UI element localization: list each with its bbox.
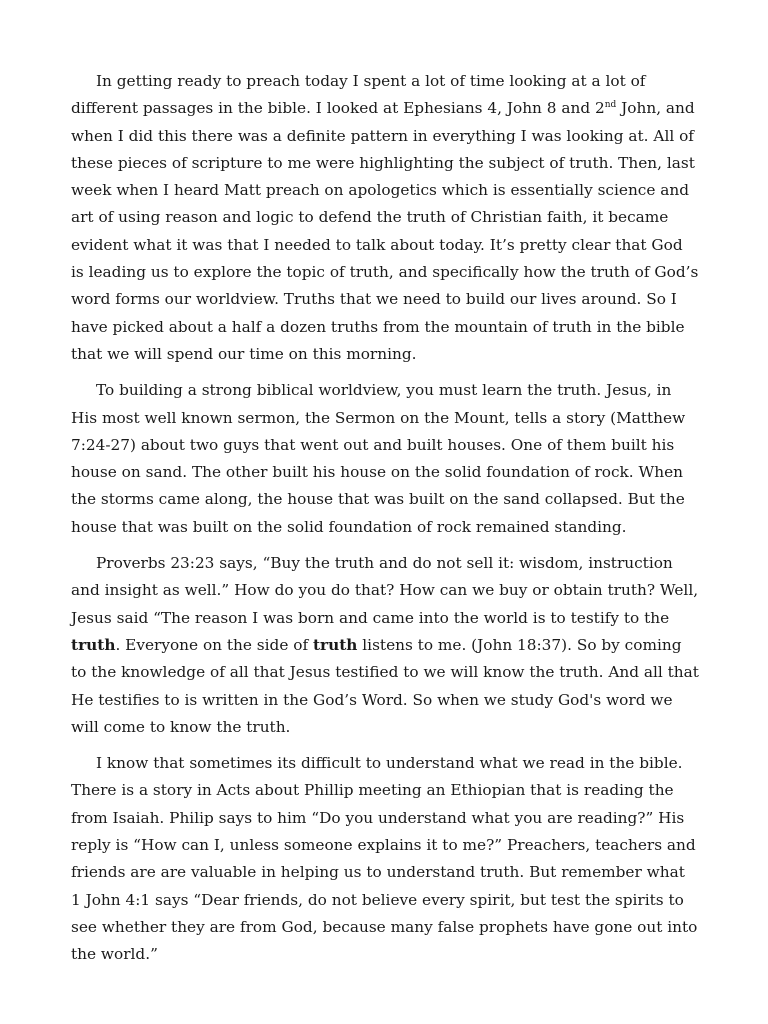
paragraph-3-text-a: Proverbs 23:23 says, “Buy the truth and do not sell it: wisdom, instruction and insight as well.” How do you do that? How can we buy or obtain truth? Well, Jesus said “The reason I was born and came into the world is to testify to the <box>71 554 699 627</box>
paragraph-3-text-c: listens to me. (John 18:37). So by coming to the knowledge of all that Jesus testified to we will know the truth. And all that He testifies to is written in the God’s Word. So when we study God's word we will come to know the truth. <box>71 635 699 736</box>
paragraph-2: To building a strong biblical worldview, you must learn the truth. Jesus, in His most well known sermon, the Sermon on the Mount, tells a story (Matthew 7:24-27) about two guys that went out and built houses. One of them built his house on sand. The other built his house on the solid foundation of rock. When the storms came along, the house that was built on the sand collapsed. But the house that was built on the solid foundation of rock remained standing. <box>71 381 686 536</box>
paragraph-1-text-b: John, and when I did this there was a definite pattern in everything I was looking at. All of these pieces of scripture to me were highlighting the subject of truth. Then, last week when I heard Matt preach on apologetics which is essentially science and art of using reason and logic to defend the truth of Christian faith, it became evident what it was that I needed to talk about today. It’s pretty clear that God is leading us to explore the topic of truth, and specifically how the truth of God’s word forms our worldview. Truths that we need to build our lives around. So I have picked about a half a dozen truths from the mountain of truth in the bible that we will spend our time on this morning. <box>71 99 699 363</box>
bold-truth-1: truth <box>71 635 116 654</box>
ordinal-superscript: nd <box>604 100 617 111</box>
paragraph-1 <box>71 68 699 368</box>
paragraph-3-text-b: . Everyone on the side of <box>115 635 313 654</box>
paragraph-3 <box>71 550 699 741</box>
document-page <box>71 68 699 978</box>
paragraph-1-text-a: In getting ready to preach today I spent a lot of time looking at a lot of different passages in the bible. I looked at Ephesians 4, John 8 and 2 <box>71 72 646 118</box>
bold-truth-2: truth <box>312 635 358 654</box>
paragraph-4: I know that sometimes its difficult to understand what we read in the bible. There is a story in Acts about Phillip meeting an Ethiopian that is reading the from Isaiah. Philip says to him “Do you understand what you are reading?” His reply is “How can I, unless someone explains it to me?” Preachers, teachers and friends are are valuable in helping us to understand truth. But remember what 1 John 4:1 says “Dear friends, do not believe every spirit, but test the spirits to see whether they are from God, because many false prophets have gone out into the world.” <box>71 754 698 964</box>
